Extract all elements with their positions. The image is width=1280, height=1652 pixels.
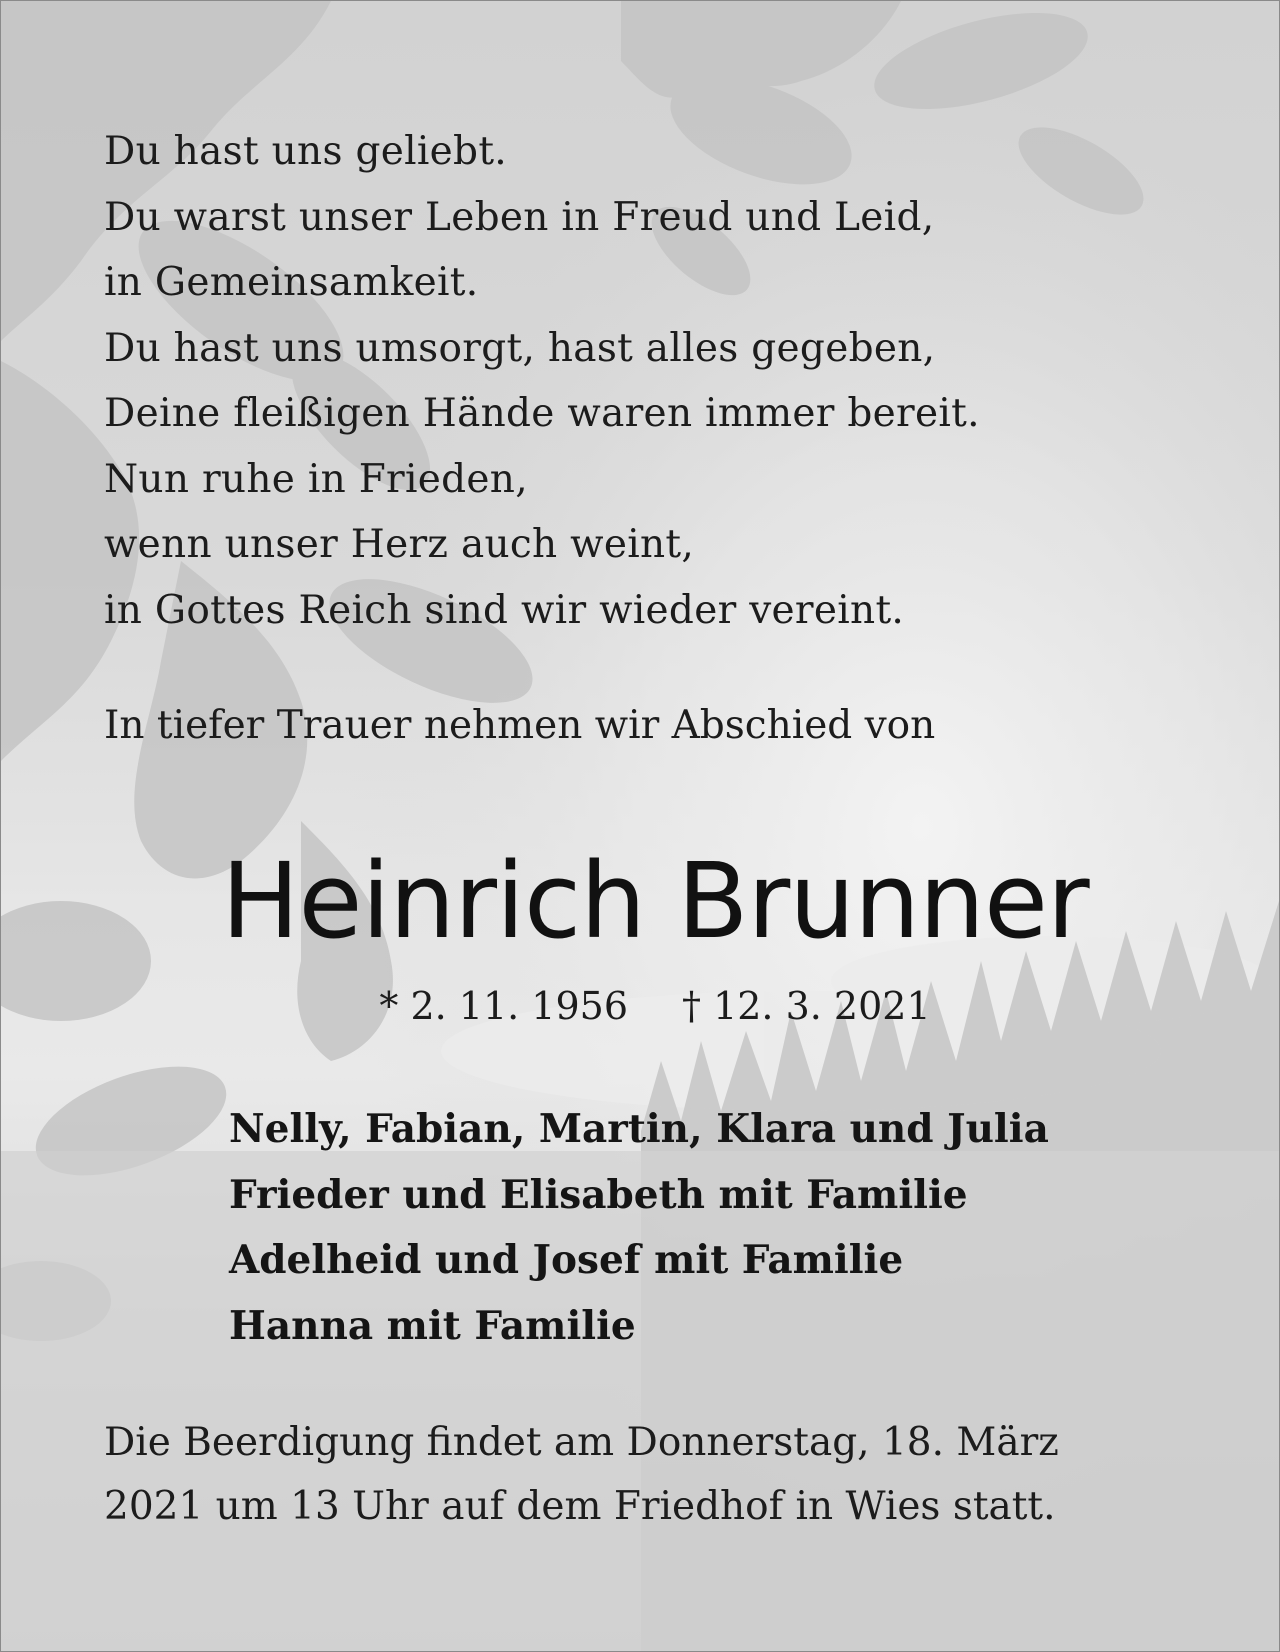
poem-line: Du hast uns geliebt.	[104, 129, 507, 174]
mourner-line: Hanna mit Familie	[229, 1302, 636, 1349]
mourners-list	[229, 1097, 1049, 1359]
poem-line: wenn unser Herz auch weint,	[104, 522, 695, 567]
notice-content	[1, 1, 1279, 1651]
poem-line: Du hast uns umsorgt, hast alles gegeben,	[104, 325, 936, 371]
mourner-line: Adelheid und Josef mit Familie	[229, 1237, 904, 1283]
mourner-line: Frieder und Elisabeth mit Familie	[229, 1171, 968, 1218]
farewell-intro: In tiefer Trauer nehmen wir Abschied von	[104, 703, 936, 748]
poem-line: Nun ruhe in Frieden,	[104, 456, 528, 502]
memorial-poem	[104, 119, 980, 643]
poem-line: Du warst unser Leben in Freud und Leid,	[104, 194, 935, 240]
funeral-announcement	[104, 1411, 1059, 1539]
life-dates	[1, 981, 1279, 1031]
poem-line: in Gemeinsamkeit.	[104, 260, 479, 305]
mourner-line: Nelly, Fabian, Martin, Klara und Julia	[229, 1106, 1049, 1152]
poem-line: Deine fleißigen Hände waren immer bereit.	[104, 391, 980, 436]
funeral-line: 2021 um 13 Uhr auf dem Friedhof in Wies statt.	[104, 1484, 1056, 1529]
deceased-name: Heinrich Brunner	[221, 840, 1089, 962]
funeral-line: Die Beerdigung findet am Donnerstag, 18. März	[104, 1420, 1059, 1465]
birth-date: * 2. 11. 1956	[379, 984, 628, 1028]
death-date: † 12. 3. 2021	[682, 984, 931, 1028]
poem-line: in Gottes Reich sind wir wieder vereint.	[104, 587, 905, 633]
